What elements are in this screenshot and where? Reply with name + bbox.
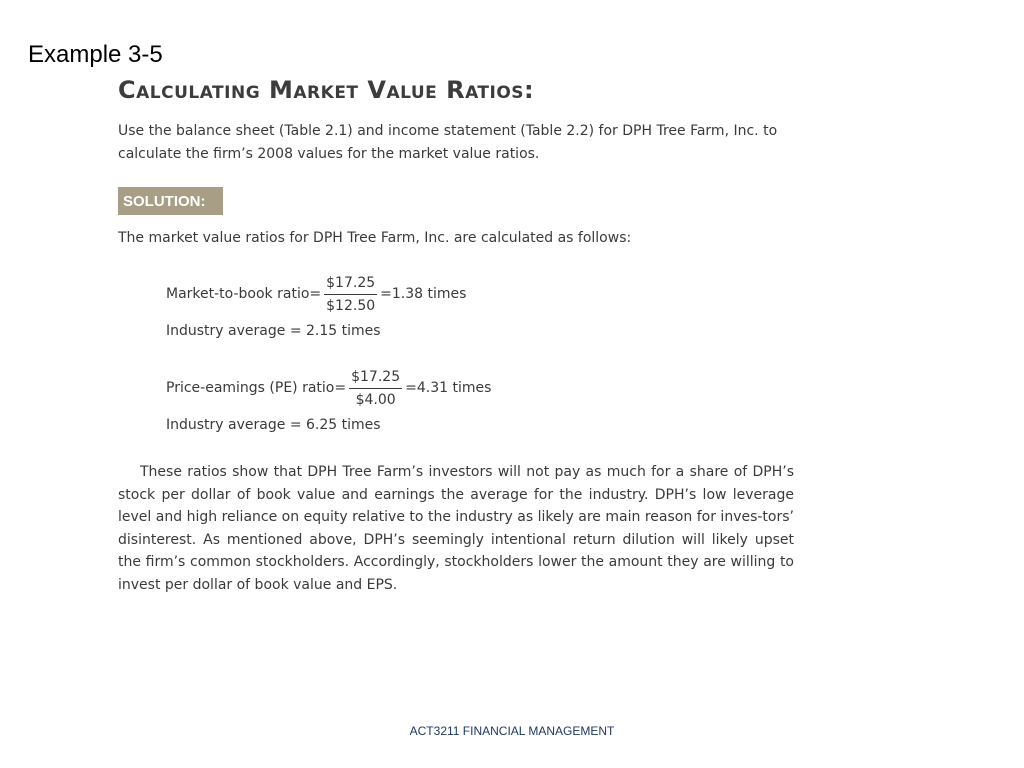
equals-sign: = bbox=[405, 380, 417, 396]
fraction-numerator: $17.25 bbox=[324, 274, 377, 295]
market-to-book-equation bbox=[166, 271, 808, 317]
fraction bbox=[349, 368, 402, 409]
equation-label: Market-to-book ratio bbox=[166, 286, 310, 302]
equations-block bbox=[166, 271, 808, 435]
fraction-numerator: $17.25 bbox=[349, 368, 402, 389]
industry-average-value: 6.25 times bbox=[306, 417, 381, 433]
section-heading: Calculating Market Value Ratios: bbox=[118, 76, 535, 104]
equals-sign: = bbox=[309, 286, 322, 302]
industry-average-line bbox=[166, 415, 808, 435]
slide-title: Example 3-5 bbox=[28, 41, 163, 68]
intro-text: Use the balance sheet (Table 2.1) and income statement (Table 2.2) for DPH Tree Farm, Inc. to calculate the firm’s 2008 values for the market value ratios. bbox=[118, 123, 778, 162]
fraction bbox=[324, 274, 377, 315]
equation-result: 4.31 times bbox=[416, 380, 492, 396]
example-content bbox=[118, 74, 808, 597]
equals-sign: = bbox=[380, 286, 392, 302]
fraction-denominator: $4.00 bbox=[355, 391, 396, 408]
footer-course-name: ACT3211 FINANCIAL MANAGEMENT bbox=[409, 724, 615, 738]
industry-average-line bbox=[166, 321, 808, 341]
conclusion-paragraph: These ratios show that DPH Tree Farm’s investors will not pay as much for a share of DPH’s stock per dollar of book value and earnings the average for the industry. DPH’s low leverage level and high reliance on equity relative to the industry as likely are main reason for inves-tors’ disinterest. As mentioned above, DPH’s seemingly intentional return dilution will likely upset the firm’s common stockholders. Accordingly, stockholders lower the amount they are willing to invest per dollar of book value and EPS. bbox=[118, 464, 794, 593]
equation-result: 1.38 times bbox=[391, 286, 467, 302]
solution-text: The market value ratios for DPH Tree Farm, Inc. are calculated as follows: bbox=[118, 230, 632, 246]
fraction-denominator: $12.50 bbox=[326, 297, 376, 314]
solution-badge: SOLUTION: bbox=[118, 187, 223, 215]
industry-average-label: Industry average bbox=[166, 323, 286, 339]
industry-average-label: Industry average bbox=[166, 417, 286, 433]
pe-ratio-equation bbox=[166, 365, 808, 411]
industry-average-value: 2.15 times bbox=[306, 323, 381, 339]
equation-label: Price-eamings (PE) ratio bbox=[166, 380, 335, 396]
equals-sign: = bbox=[334, 380, 347, 396]
equals-sign: = bbox=[289, 323, 302, 339]
equals-sign: = bbox=[289, 417, 302, 433]
